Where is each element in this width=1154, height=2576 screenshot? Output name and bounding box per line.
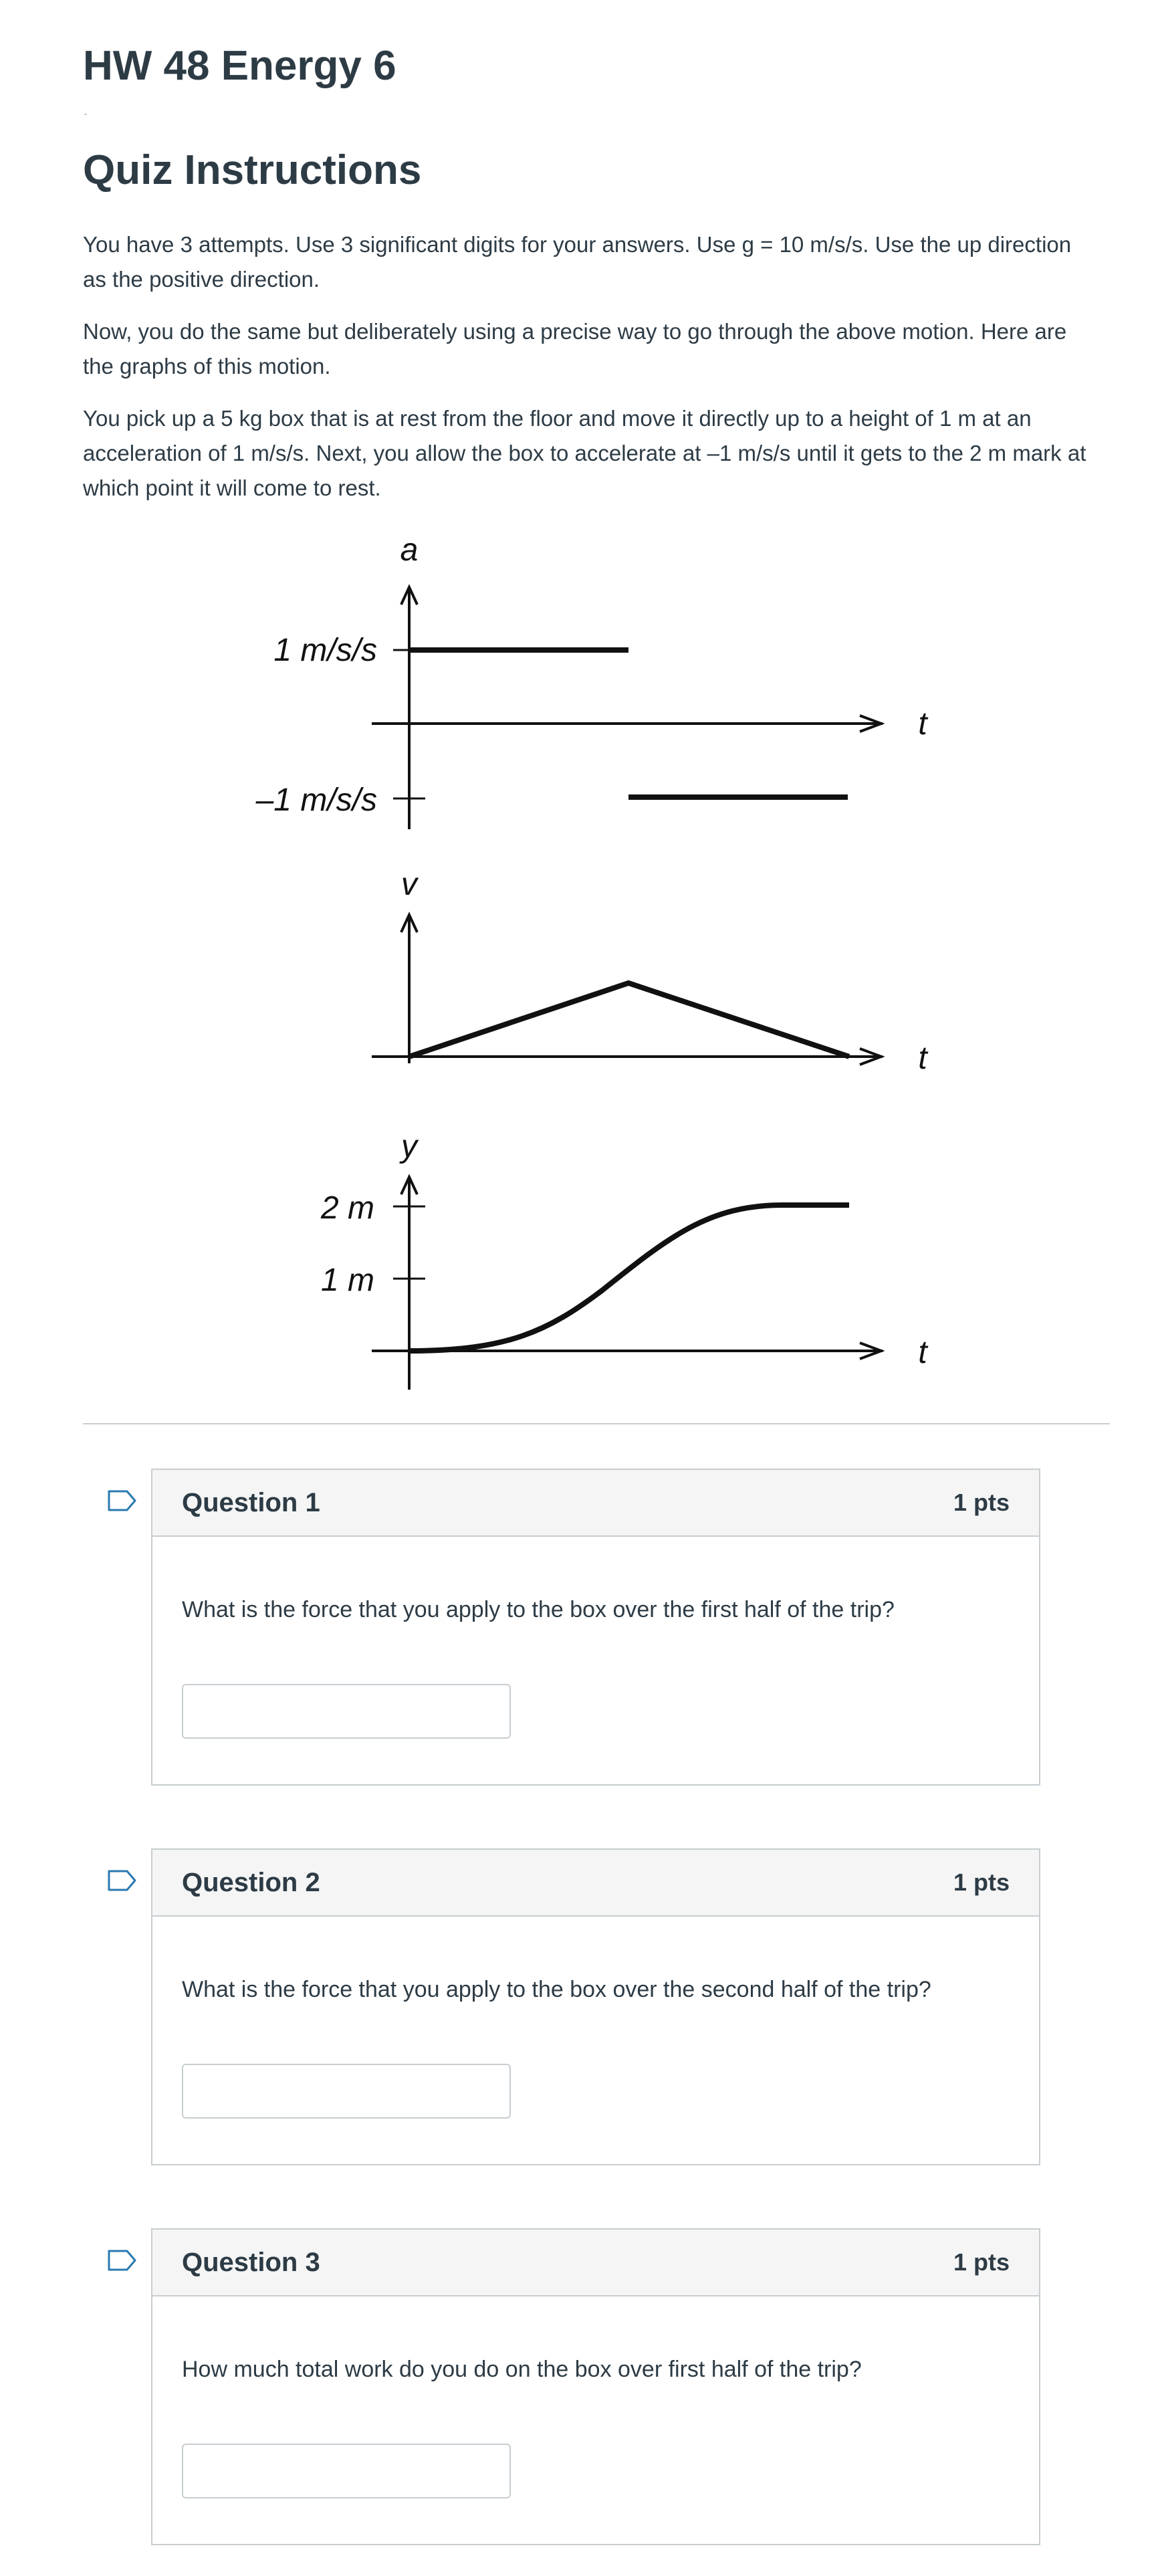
question-card [151, 1469, 1040, 1786]
answer-input[interactable] [182, 1684, 511, 1739]
instructions-paragraph: You pick up a 5 kg box that is at rest from the floor and move it directly up to a height of 1 m at an acceleration of 1 m/s/s. Next, you allow the box to accelerate at –1 m/s/s until it gets to the 2 m mark at which point it will come to rest. [83, 406, 1086, 500]
acceleration-t-label: t [918, 706, 927, 742]
position-t-label: t [918, 1335, 927, 1370]
instructions-paragraph: Now, you do the same but deliberately using a precise way to go through the above motion. Here are the graphs of this motion. [83, 319, 1067, 379]
acceleration-tick-label-negative: –1 m/s/s [255, 782, 377, 818]
instructions-paragraph: You have 3 attempts. Use 3 significant digits for your answers. Use g = 10 m/s/s. Use the up direction as the positive direction. [83, 232, 1072, 292]
position-graph [372, 1177, 883, 1390]
question-header [152, 2230, 1039, 2296]
question-title: Question 2 [182, 1867, 320, 1897]
position-axis-label: y [401, 1129, 417, 1164]
position-tick-label-2m: 2 m [320, 1190, 374, 1226]
position-tick-label-1m: 1 m [320, 1263, 374, 1298]
question-title: Question 3 [182, 2247, 320, 2277]
acceleration-axis-label: a [400, 532, 419, 568]
section-divider [83, 1423, 1110, 1424]
question-points: 1 pts [953, 1489, 1010, 1516]
question-points: 1 pts [953, 2248, 1010, 2276]
velocity-axis-label: v [401, 867, 417, 902]
acceleration-tick-label-positive: 1 m/s/s [273, 633, 377, 668]
answer-input[interactable] [182, 2064, 511, 2119]
quiz-title: HW 48 Energy 6 [83, 43, 396, 89]
question-text: What is the force that you apply to the box over the second half of the trip? [182, 1977, 931, 2002]
question-points: 1 pts [953, 1868, 1010, 1896]
velocity-t-label: t [918, 1041, 927, 1076]
question-text: How much total work do you do on the box over first half of the trip? [182, 2357, 862, 2382]
bookmark-flag-icon[interactable] [107, 1869, 138, 1892]
question-header [152, 1850, 1039, 1917]
question-card [151, 1848, 1040, 2165]
position-curve [409, 1205, 849, 1351]
divider-mark [84, 114, 87, 115]
question-title: Question 1 [182, 1487, 320, 1517]
question-header [152, 1470, 1039, 1537]
instructions-heading: Quiz Instructions [83, 147, 422, 193]
bookmark-flag-icon[interactable] [107, 2249, 138, 2272]
motion-graphs-image [0, 522, 1154, 1404]
answer-input[interactable] [182, 2444, 511, 2498]
bookmark-flag-icon[interactable] [107, 1489, 138, 1512]
question-text: What is the force that you apply to the box over the first half of the trip? [182, 1597, 895, 1622]
motion-graphs-figure [0, 522, 1154, 1404]
velocity-graph [372, 915, 883, 1065]
velocity-curve [409, 983, 849, 1057]
question-card [151, 2228, 1040, 2545]
acceleration-graph [372, 587, 883, 829]
